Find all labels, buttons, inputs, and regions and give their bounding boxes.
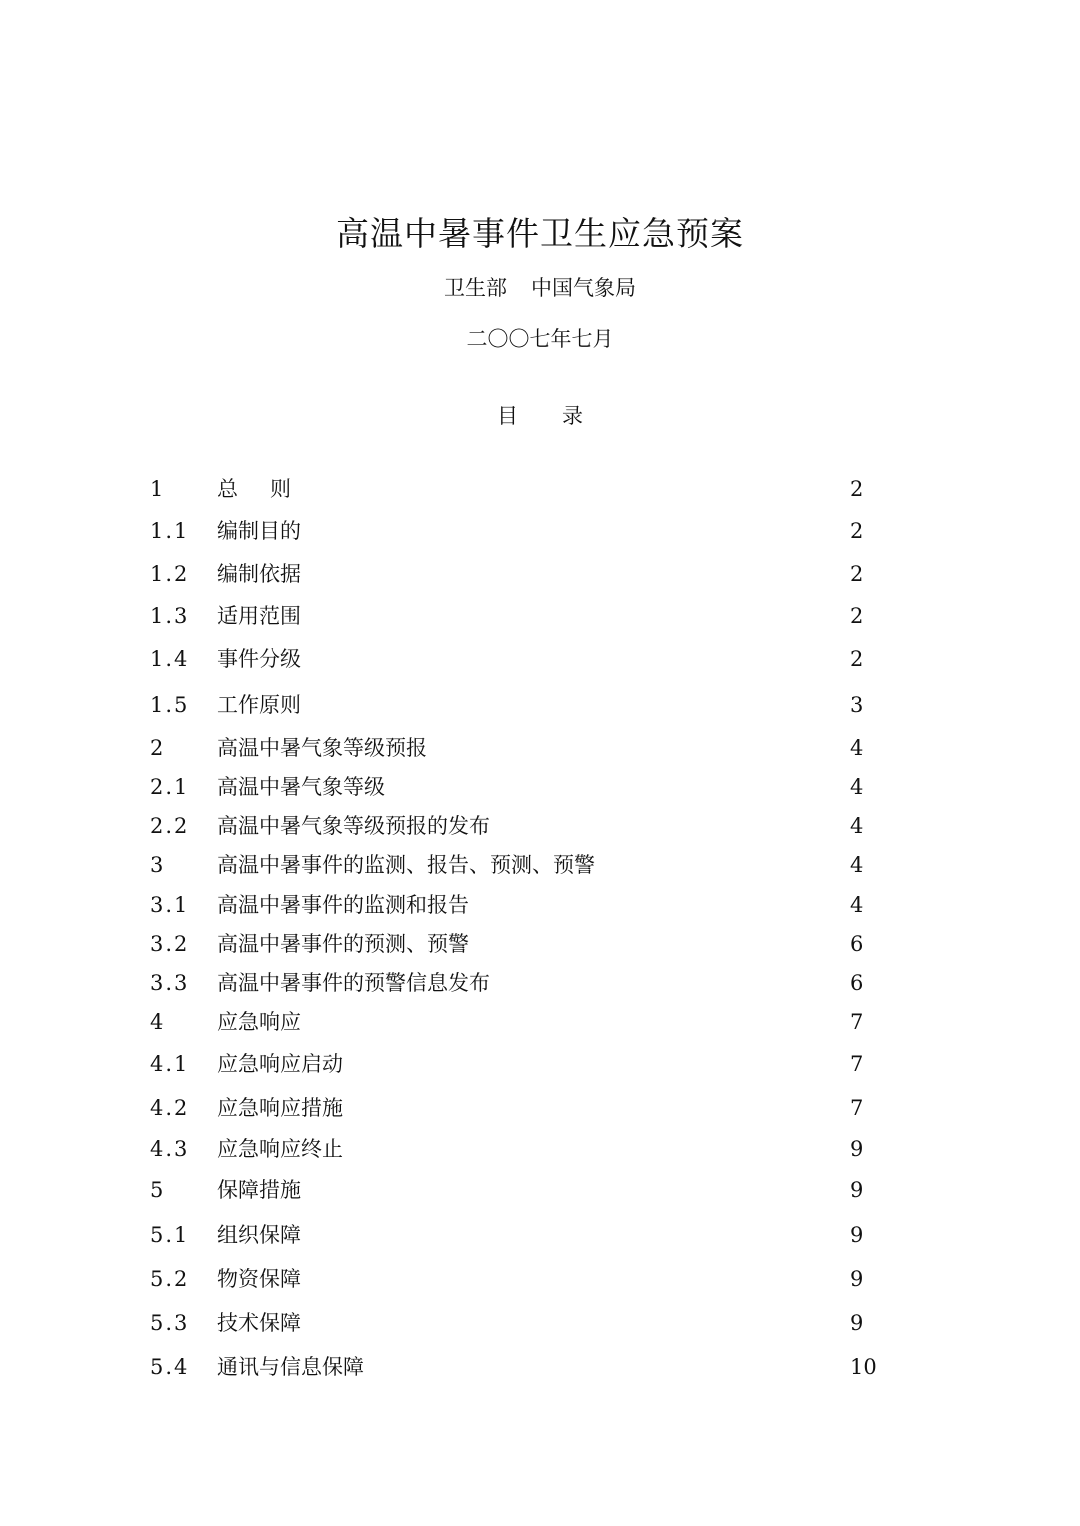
toc-entry-title: 高温中暑事件的预警信息发布 [217, 971, 490, 995]
toc-entry[interactable] [150, 1264, 880, 1294]
toc-entry-number: 1.4 [150, 647, 190, 671]
toc-entry-title: 物资保障 [217, 1267, 301, 1291]
toc-entry[interactable] [150, 474, 880, 504]
toc-entry-page: 7 [850, 1010, 864, 1034]
toc-entry-number: 3.1 [150, 893, 190, 917]
toc-entry-number: 3.2 [150, 932, 190, 956]
toc-entry[interactable] [150, 890, 880, 920]
toc-entry[interactable] [150, 772, 880, 802]
toc-entry-page: 7 [850, 1096, 864, 1120]
toc-entry-page: 9 [850, 1137, 864, 1161]
toc-entry[interactable] [150, 1134, 880, 1164]
toc-entry-page: 2 [850, 604, 864, 628]
toc-entry-title: 组织保障 [217, 1223, 301, 1247]
toc-entry-number: 2.1 [150, 775, 190, 799]
document-date: 二〇〇七年七月 [466, 327, 614, 351]
toc-entry-page: 2 [850, 519, 864, 543]
toc-entry-number: 4.3 [150, 1137, 190, 1161]
toc-entry-title: 编制目的 [217, 519, 301, 543]
toc-entry-number: 5.3 [150, 1311, 190, 1335]
toc-entry[interactable] [150, 1220, 880, 1250]
toc-entry[interactable] [150, 559, 880, 589]
toc-entry-page: 9 [850, 1223, 864, 1247]
toc-entry-page: 2 [850, 477, 864, 501]
toc-entry-title: 高温中暑事件的监测、报告、预测、预警 [217, 853, 595, 877]
toc-entry[interactable] [150, 1007, 880, 1037]
toc-entry[interactable] [150, 850, 880, 880]
toc-entry[interactable] [150, 690, 880, 720]
document-title: 高温中暑事件卫生应急预案 [336, 214, 744, 253]
toc-entry-page: 6 [850, 932, 864, 956]
toc-entry[interactable] [150, 1093, 880, 1123]
toc-entry-title: 总则 [217, 477, 323, 501]
toc-entry-page: 9 [850, 1311, 864, 1335]
toc-entry-page: 4 [850, 814, 864, 838]
toc-entry-page: 2 [850, 647, 864, 671]
toc-entry[interactable] [150, 733, 880, 763]
toc-entry-number: 1.5 [150, 693, 190, 717]
toc-entry-page: 4 [850, 853, 864, 877]
toc-entry-number: 5.2 [150, 1267, 190, 1291]
toc-entry-title: 高温中暑事件的监测和报告 [217, 893, 469, 917]
issuer-cma: 中国气象局 [531, 276, 636, 300]
toc-entry-number: 1.3 [150, 604, 190, 628]
toc-entry-page: 4 [850, 775, 864, 799]
toc-entry-page: 4 [850, 893, 864, 917]
toc-entry[interactable] [150, 1175, 880, 1205]
toc-entry[interactable] [150, 1308, 880, 1338]
toc-entry-title: 高温中暑事件的预测、预警 [217, 932, 469, 956]
toc-entry-number: 5.1 [150, 1223, 190, 1247]
toc-entry-number: 1.1 [150, 519, 190, 543]
issuer-line [0, 274, 1080, 302]
toc-entry-title: 应急响应终止 [217, 1137, 343, 1161]
toc-entry[interactable] [150, 1352, 880, 1382]
toc-entry[interactable] [150, 644, 880, 674]
toc-entry-title: 高温中暑气象等级 [217, 775, 385, 799]
toc-entry-page: 7 [850, 1052, 864, 1076]
toc-entry-title: 应急响应措施 [217, 1096, 343, 1120]
toc-entry-number: 3 [150, 853, 166, 877]
toc-entry-page: 10 [850, 1355, 877, 1379]
toc-entry-title: 应急响应 [217, 1010, 301, 1034]
toc-entry-number: 4.2 [150, 1096, 190, 1120]
toc-entry-title: 通讯与信息保障 [217, 1355, 364, 1379]
toc-entry-title: 适用范围 [217, 604, 301, 628]
toc-entry-title: 技术保障 [217, 1311, 301, 1335]
toc-entry-page: 9 [850, 1267, 864, 1291]
toc-entry-number: 3.3 [150, 971, 190, 995]
toc-entry-title: 事件分级 [217, 647, 301, 671]
toc-entry-title: 应急响应启动 [217, 1052, 343, 1076]
toc-entry-title: 编制依据 [217, 562, 301, 586]
toc-entry-title: 高温中暑气象等级预报 [217, 736, 427, 760]
issuer-ministry-of-health: 卫生部 [444, 276, 507, 300]
toc-entry-number: 2.2 [150, 814, 190, 838]
toc-entry-title: 工作原则 [217, 693, 301, 717]
toc-entry[interactable] [150, 516, 880, 546]
toc-entry[interactable] [150, 601, 880, 631]
toc-entry[interactable] [150, 968, 880, 998]
toc-entry-number: 4.1 [150, 1052, 190, 1076]
toc-entry-page: 9 [850, 1178, 864, 1202]
toc-entry-title: 保障措施 [217, 1178, 301, 1202]
toc-entry-number: 5.4 [150, 1355, 190, 1379]
toc-entry[interactable] [150, 1049, 880, 1079]
toc-entry-page: 4 [850, 736, 864, 760]
toc-entry[interactable] [150, 811, 880, 841]
toc-entry-page: 6 [850, 971, 864, 995]
toc-heading: 目录 [497, 404, 627, 428]
toc-entry-number: 2 [150, 736, 166, 760]
toc-entry-number: 4 [150, 1010, 166, 1034]
toc-entry-number: 1 [150, 477, 166, 501]
toc-entry-title: 高温中暑气象等级预报的发布 [217, 814, 490, 838]
toc-entry-number: 5 [150, 1178, 166, 1202]
toc-entry-number: 1.2 [150, 562, 190, 586]
toc-entry-page: 2 [850, 562, 864, 586]
toc-entry[interactable] [150, 929, 880, 959]
toc-entry-page: 3 [850, 693, 864, 717]
